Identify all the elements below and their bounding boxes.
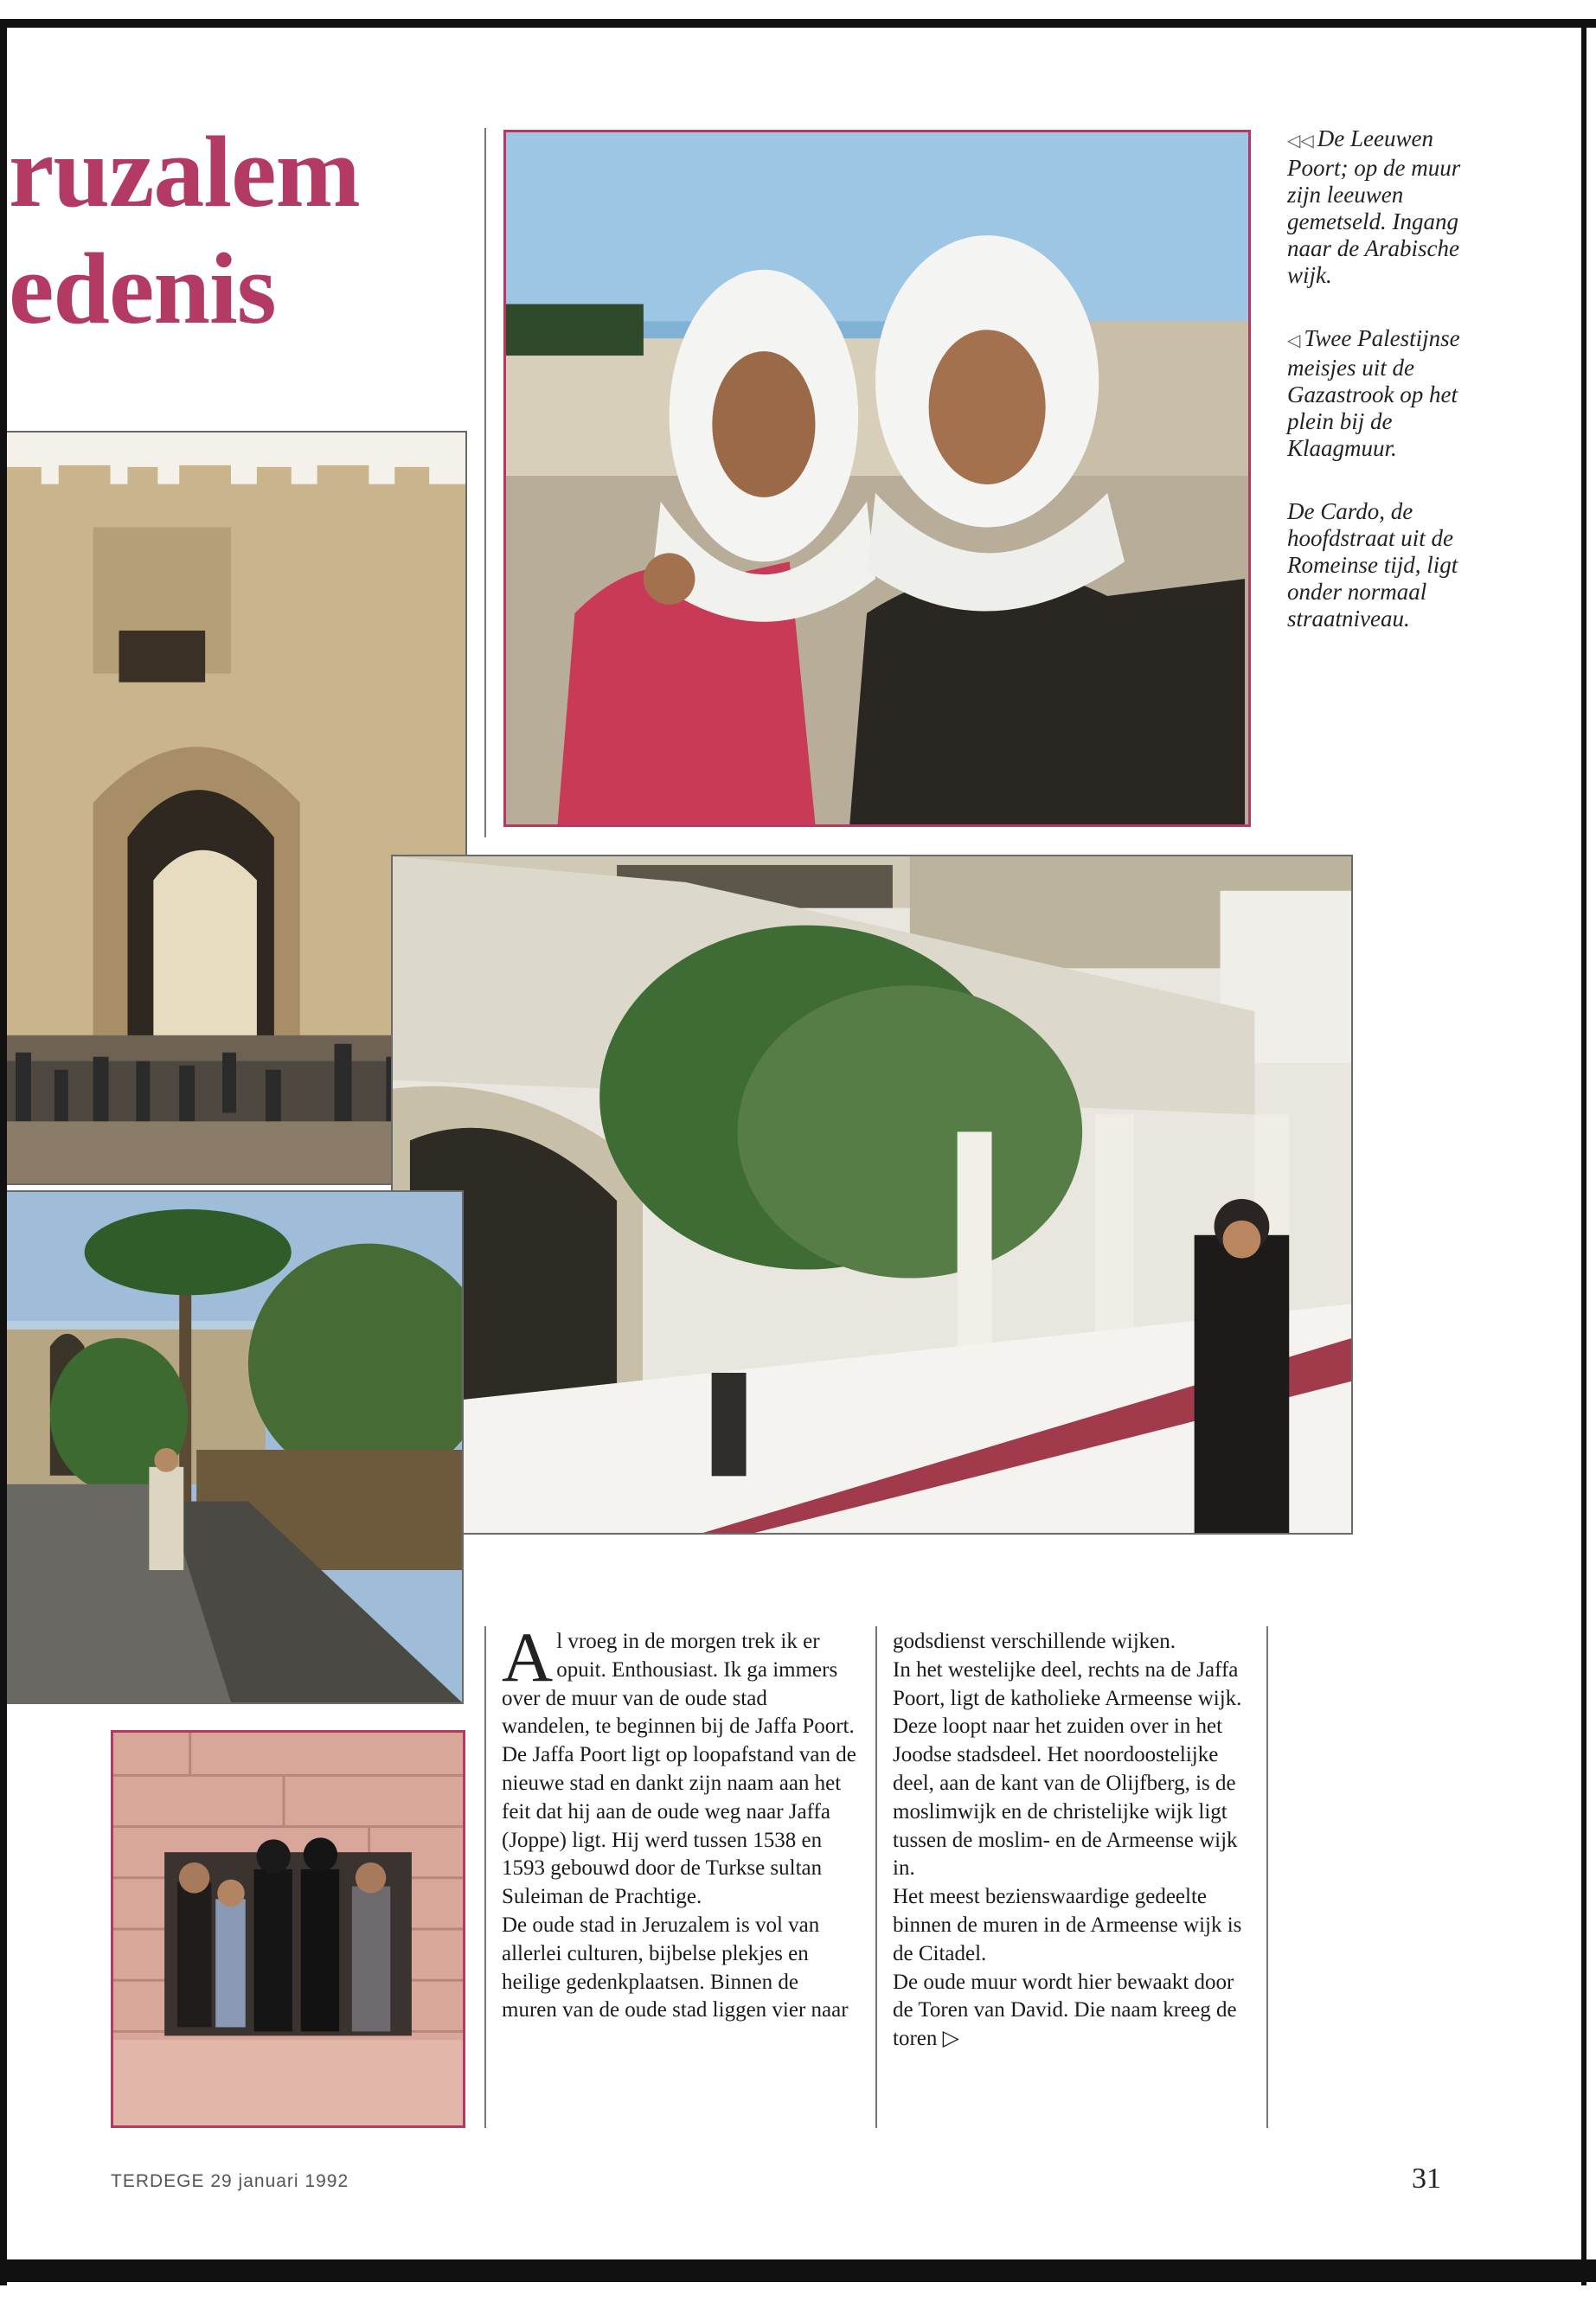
photo-jaffa-road [7, 1190, 464, 1704]
article-rule-left [484, 1626, 486, 2128]
drop-cap: A [502, 1618, 554, 1696]
caption-cardo: De Cardo, de hoofdstraat uit de Romeinse tijd, ligt onder normaal straatniveau. [1287, 498, 1458, 631]
article-column-1 [502, 1618, 856, 2025]
caption-arrow-icon: ◁ [1287, 331, 1301, 350]
article-paragraph-5: In het westelijke deel, rechts na de Jaffa Poort, ligt de katholieke Armeense wijk. Deze loopt naar het zuiden over in het Joodse stadsdeel. Het noordoostelijke deel, aan de kant van de Olijfberg, is de moslimwijk en de christelijke wijk ligt tussen de moslim- en de Armeense wijk in. [893, 1657, 1242, 1881]
caption-girls-text: Twee Palestijnse meisjes uit de Gazastrook op het plein bij de Klaagmuur. [1287, 325, 1460, 461]
caption-lions-gate [1287, 125, 1495, 289]
caption-girls [1287, 325, 1495, 462]
caption-arrow-icon: ◁◁ [1287, 131, 1314, 151]
article-rule-middle [875, 1626, 877, 2128]
headline-line-2: edenis [9, 232, 276, 345]
column-rule [484, 128, 486, 837]
caption-lions-gate-text: De Leeuwen Poort; op de muur zijn leeuwen gemetseld. Ingang naar de Arabische wijk. [1287, 125, 1461, 288]
article-column-2 [893, 1628, 1247, 2054]
article-paragraph-3: De oude stad in Jeruzalem is vol van allerlei culturen, bijbelse plekjes en heilige gedenkplaatsen. Binnen de muren van de oude stad liggen vier naar [502, 1913, 849, 2022]
caption-column [1287, 125, 1495, 669]
page-border-left [0, 19, 7, 2285]
article-paragraph-4: godsdienst verschillende wijken. [893, 1630, 1176, 1653]
article-paragraph-2: De Jaffa Poort ligt op loopafstand van de nieuwe stad en dankt zijn naam aan het feit dat hij aan de oude weg naar Jaffa (Joppe) ligt. Hij werd tussen 1538 en 1593 gebouwd door de Turkse sultan Suleiman de Prachtige. [502, 1743, 856, 1909]
footer-magazine-date: TERDEGE 29 januari 1992 [111, 2171, 349, 2191]
page-number: 31 [1412, 2163, 1441, 2195]
page-border-bottom [0, 2259, 1596, 2282]
page-border-right [1581, 19, 1586, 2285]
article-paragraph-1 [502, 1618, 856, 1741]
article-paragraph-1-text: l vroeg in de morgen trek ik er opuit. Enthousiast. Ik ga immers over de muur van de oude stad wandelen, te beginnen bij de Jaffa Poort. [502, 1630, 855, 1739]
headline-line-1: ruzalem [9, 115, 360, 228]
photo-cardo [391, 855, 1353, 1535]
photo-two-girls [503, 130, 1251, 827]
article-paragraph-7: De oude muur wordt hier bewaakt door de Toren van David. Die naam kreeg de toren ▷ [893, 1970, 1237, 2051]
article-paragraph-6: Het meest bezienswaardige gedeelte binnen de muren in de Armeense wijk is de Citadel. [893, 1885, 1242, 1965]
photo-children-wall [111, 1730, 465, 2128]
page-border-top [0, 19, 1596, 28]
article-rule-right [1266, 1626, 1268, 2128]
